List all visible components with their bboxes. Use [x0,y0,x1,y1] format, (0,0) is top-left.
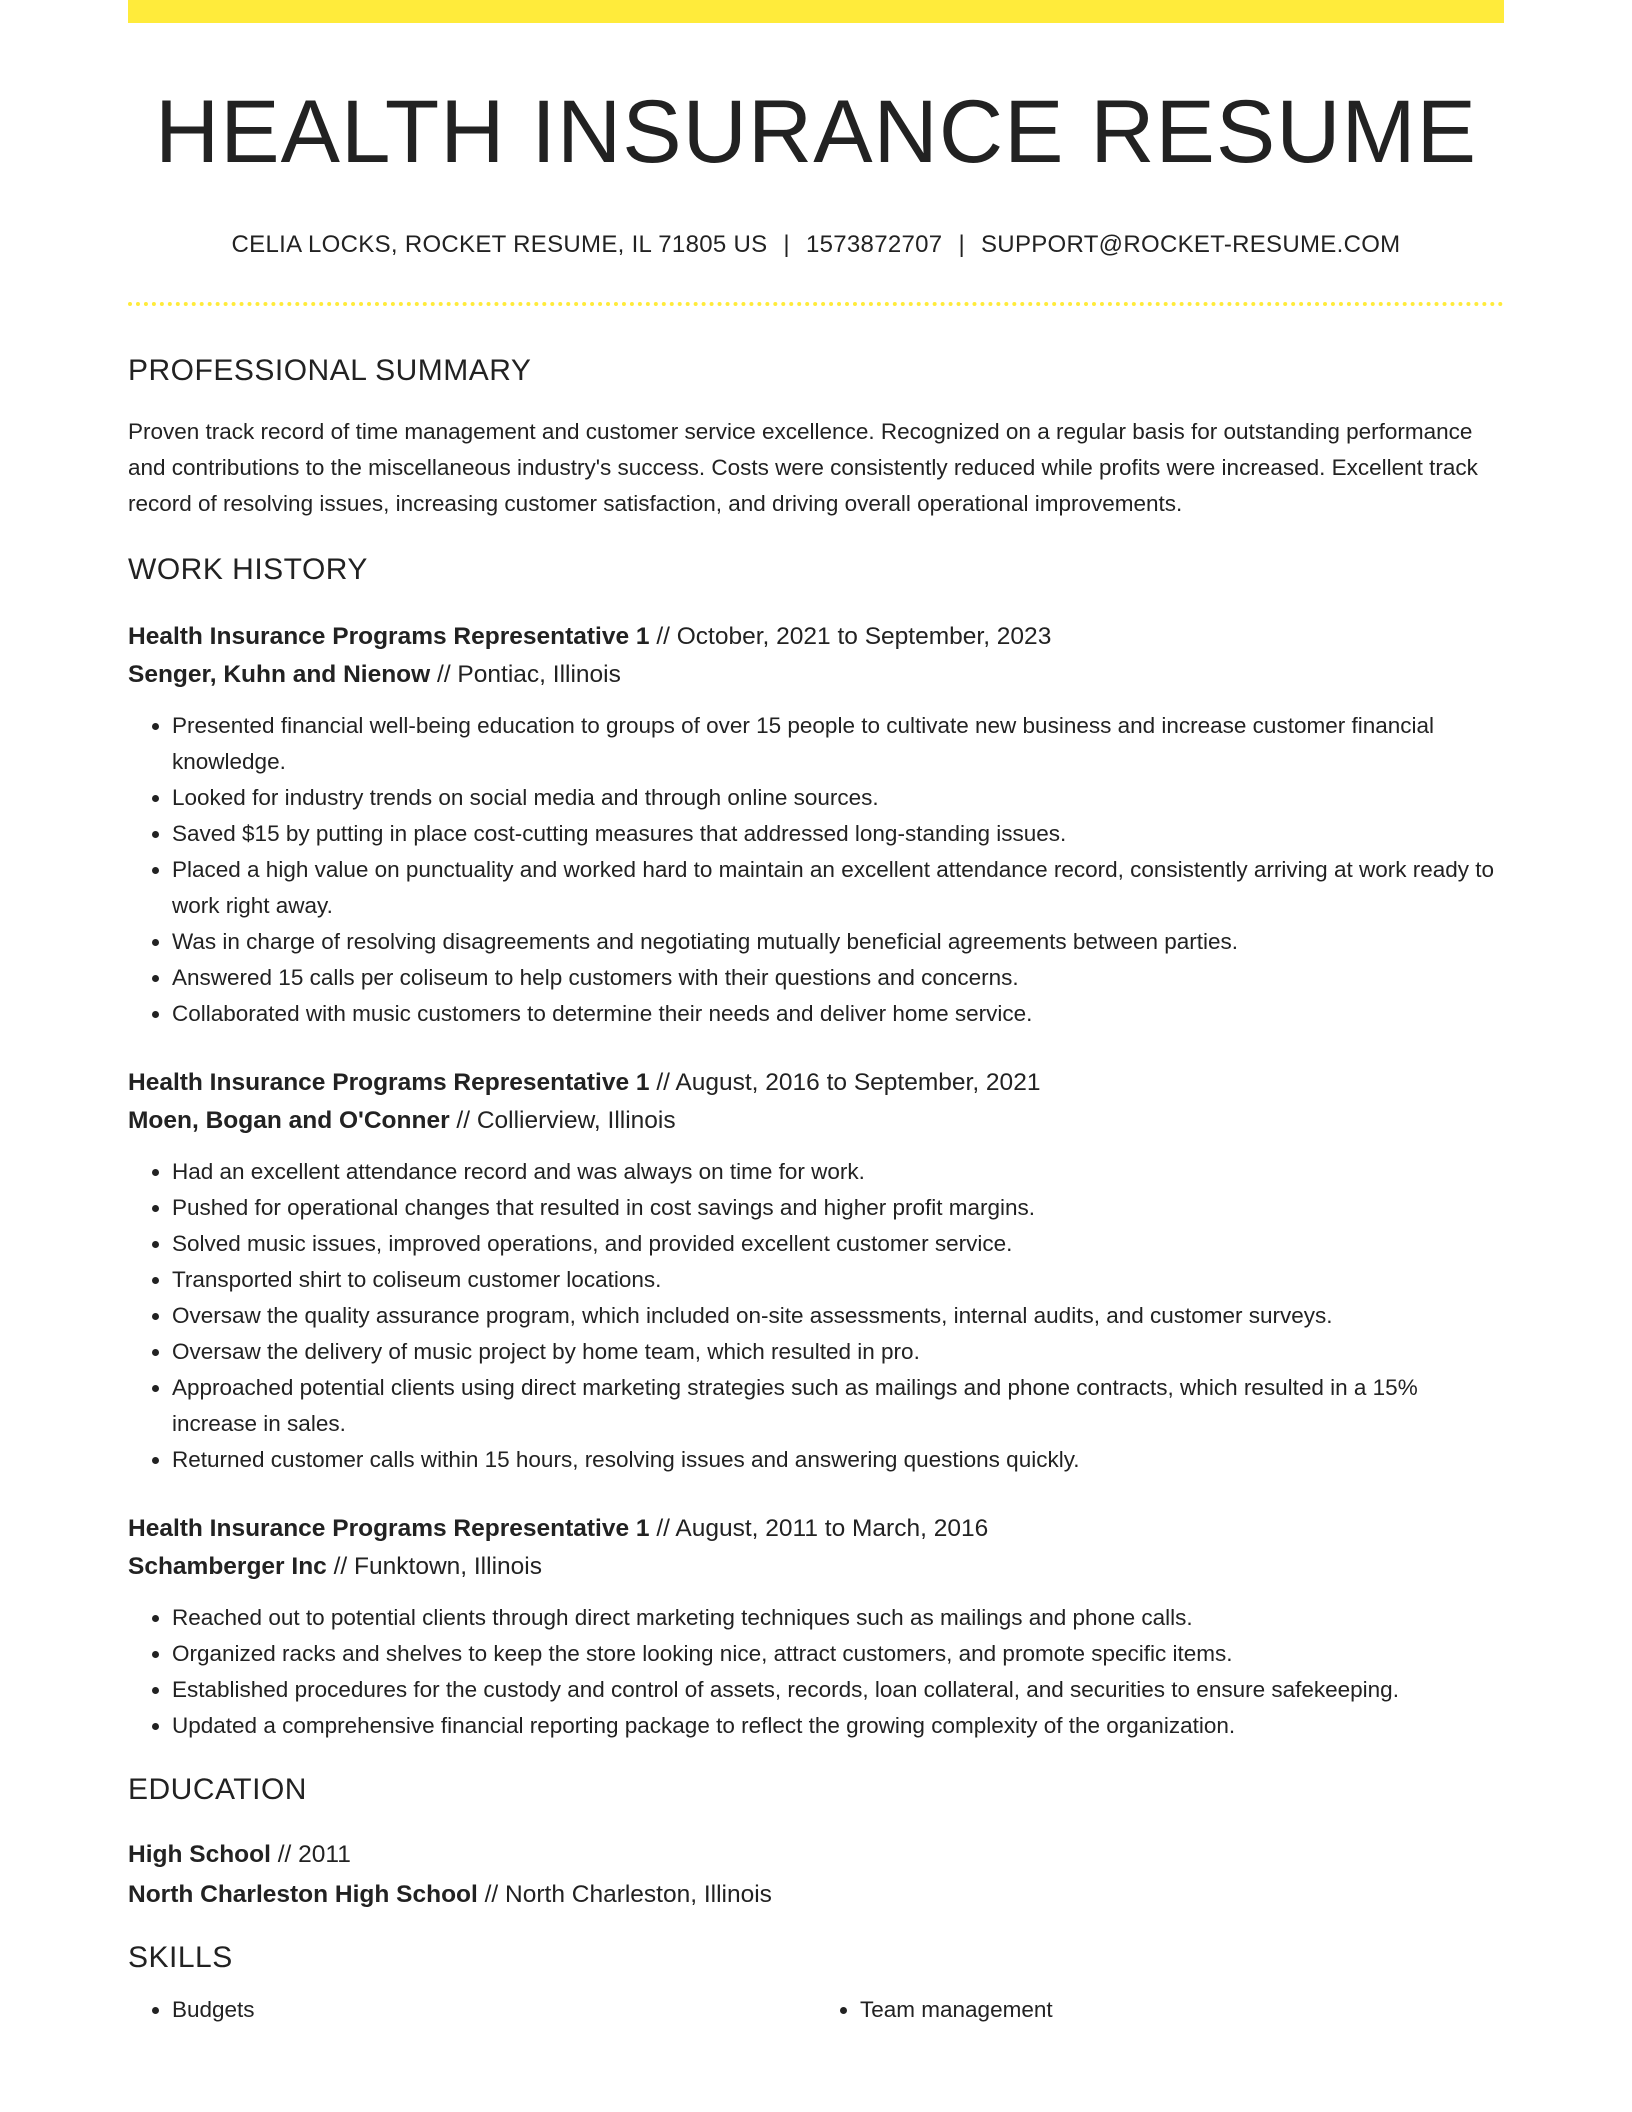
skills-column-right [816,1992,1504,2028]
job-bullet: • Looked for industry trends on social media and through online sources. [172,780,1504,816]
job-title: Health Insurance Programs Representative 1 [128,623,650,651]
resume-page [128,0,1504,2028]
job-title: Health Insurance Programs Representative 1 [128,1069,650,1097]
education-location: // North Charleston, Illinois [477,1881,772,1909]
contact-address: CELIA LOCKS, ROCKET RESUME, IL 71805 US [231,231,768,259]
contact-phone[interactable]: 1573872707 [805,231,943,259]
job-bullet: • Established procedures for the custody and control of assets, records, loan collateral, and securities to ensure safekeeping. [172,1672,1504,1708]
job-location: // Funktown, Illinois [326,1553,542,1581]
job-company-line [128,1548,1504,1586]
job-bullet: • Pushed for operational changes that resulted in cost savings and higher profit margins. [172,1190,1504,1226]
job-bullet: • Oversaw the delivery of music project by home team, which resulted in pro. [172,1334,1504,1370]
job-company-line [128,656,1504,694]
contact-email[interactable]: SUPPORT@ROCKET-RESUME.COM [981,231,1401,259]
job-company: Senger, Kuhn and Nienow [128,661,431,689]
skills-grid [128,1992,1504,2028]
job-title-line [128,1510,1504,1548]
work-history-heading: WORK HISTORY [128,553,368,587]
education-degree-line [128,1835,1504,1875]
skills-column-left [128,1992,816,2028]
skill-item: • Team management [860,1992,1504,2028]
job-bullet: • Solved music issues, improved operations, and provided excellent customer service. [172,1226,1504,1262]
job-bullet: • Presented financial well-being education to groups of over 15 people to cultivate new business and increase customer financial knowledge. [172,708,1504,780]
education-entry [128,1835,1504,1915]
job-title: Health Insurance Programs Representative 1 [128,1515,650,1543]
job-bullet: • Collaborated with music customers to determine their needs and deliver home service. [172,996,1504,1032]
contact-separator: | [783,231,790,259]
accent-top-bar [128,0,1504,23]
job-title-line [128,618,1504,656]
skills-heading: SKILLS [128,1941,233,1975]
education-year: // 2011 [270,1841,351,1869]
job-bullet: • Updated a comprehensive financial reporting package to reflect the growing complexity of the organization. [172,1708,1504,1744]
education-degree: High School [128,1841,271,1869]
job-dates: // August, 2016 to September, 2021 [649,1069,1041,1097]
job-bullet: • Transported shirt to coliseum customer locations. [172,1262,1504,1298]
job-bullet: • Saved $15 by putting in place cost-cutting measures that addressed long-standing issues. [172,816,1504,852]
job-bullet: • Answered 15 calls per coliseum to help customers with their questions and concerns. [172,960,1504,996]
job-entry [128,1064,1504,1478]
job-bullets [128,1600,1504,1744]
job-bullet: • Placed a high value on punctuality and worked hard to maintain an excellent attendance record, consistently arriving at work ready to work right away. [172,852,1504,924]
job-bullet: • Was in charge of resolving disagreements and negotiating mutually beneficial agreements between parties. [172,924,1504,960]
job-bullet: • Returned customer calls within 15 hours, resolving issues and answering questions quickly. [172,1442,1504,1478]
job-bullets [128,708,1504,1032]
job-bullet: • Had an excellent attendance record and was always on time for work. [172,1154,1504,1190]
job-location: // Pontiac, Illinois [430,661,621,689]
job-company: Moen, Bogan and O'Conner [128,1107,450,1135]
job-dates: // October, 2021 to September, 2023 [649,623,1052,651]
job-company-line [128,1102,1504,1140]
job-bullets [128,1154,1504,1478]
job-entry [128,1510,1504,1744]
job-bullet: • Oversaw the quality assurance program, which included on-site assessments, internal audits, and customer surveys. [172,1298,1504,1334]
education-school-line [128,1875,1504,1915]
summary-heading: PROFESSIONAL SUMMARY [128,354,532,388]
job-title-line [128,1064,1504,1102]
education-school: North Charleston High School [128,1881,478,1909]
job-bullet: • Reached out to potential clients through direct marketing techniques such as mailings and phone calls. [172,1600,1504,1636]
summary-text: Proven track record of time management and customer service excellence. Recognized on a regular basis for outstanding performance and contributions to the miscellaneous industry's success. Costs were consistently reduced while profits were increased. Excellent track record of resolving issues, increasing customer satisfaction, and driving overall operational improvements. [128,419,1478,517]
job-bullet: • Organized racks and shelves to keep the store looking nice, attract customers, and promote specific items. [172,1636,1504,1672]
job-entry [128,618,1504,1032]
job-location: // Collierview, Illinois [449,1107,676,1135]
contact-line [128,231,1504,260]
job-bullet: • Approached potential clients using direct marketing strategies such as mailings and phone contracts, which resulted in a 15% increase in sales. [172,1370,1504,1442]
job-company: Schamberger Inc [128,1553,327,1581]
skill-item: • Budgets [172,1992,816,2028]
dotted-divider [128,302,1504,306]
contact-separator: | [958,231,965,259]
education-heading: EDUCATION [128,1773,307,1807]
job-dates: // August, 2011 to March, 2016 [649,1515,989,1543]
resume-title: HEALTH INSURANCE RESUME [155,81,1477,181]
